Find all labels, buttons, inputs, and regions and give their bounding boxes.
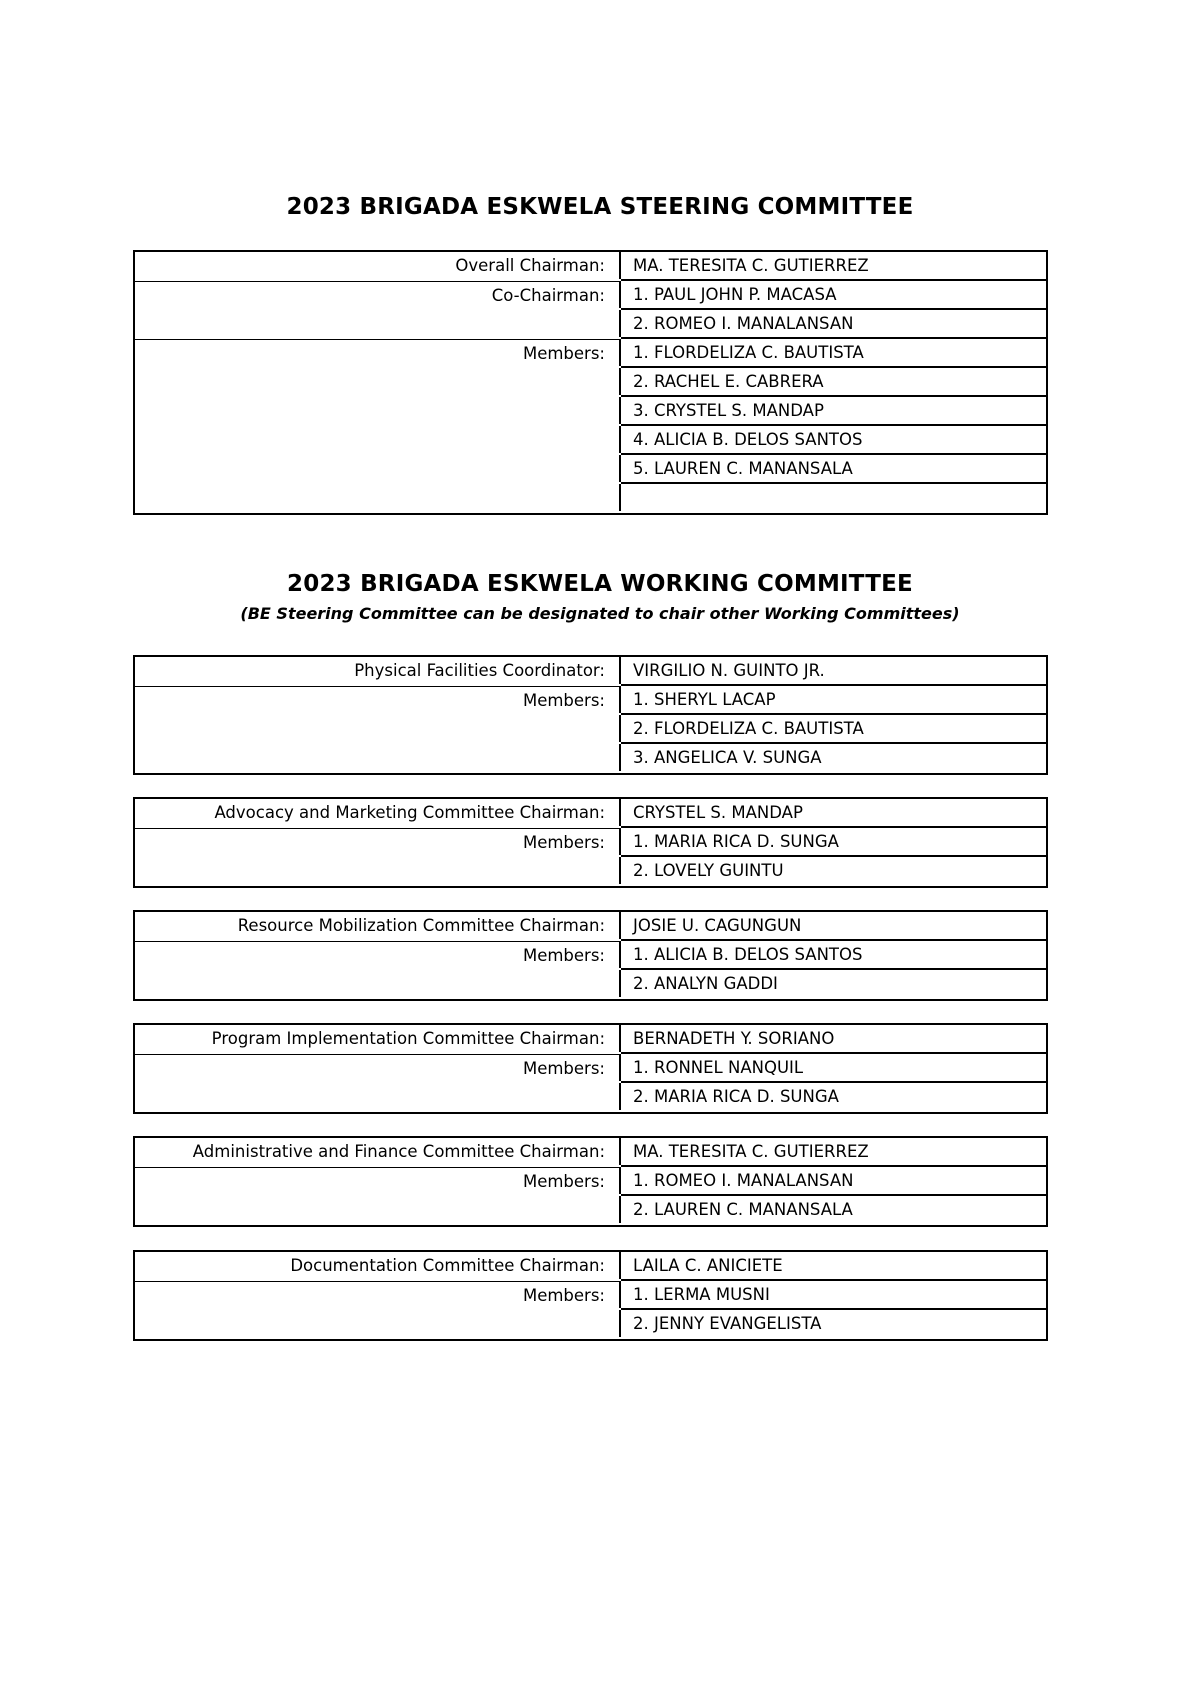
table-row: [135, 912, 1046, 941]
chair-value: VIRGILIO N. GUINTO JR.: [621, 657, 1046, 686]
empty-label-cell: [135, 744, 621, 771]
member-value: 3. ANGELICA V. SUNGA: [633, 748, 822, 767]
table-row: [135, 1025, 1046, 1054]
members-label: Members:: [135, 1167, 621, 1194]
chair-label: Administrative and Finance Committee Chairman:: [135, 1138, 621, 1165]
physical-facilities-table: [133, 655, 1048, 775]
program-implementation-table: [133, 1023, 1048, 1114]
table-row: [135, 368, 1046, 397]
table-row: [135, 1138, 1046, 1167]
table-row: [135, 252, 1046, 281]
empty-label-cell: [135, 1083, 621, 1110]
advocacy-marketing-table: [133, 797, 1048, 888]
co-chairman-value: 2. ROMEO I. MANALANSAN: [621, 310, 1046, 339]
chair-value: BERNADETH Y. SORIANO: [621, 1025, 1046, 1054]
overall-chairman-value: MA. TERESITA C. GUTIERREZ: [621, 252, 1046, 281]
chair-value: LAILA C. ANICIETE: [621, 1252, 1046, 1281]
empty-label-cell: [135, 970, 621, 997]
table-row: [135, 1281, 1046, 1310]
member-value: 1. MARIA RICA D. SUNGA: [621, 828, 1046, 857]
empty-label-cell: [135, 1310, 621, 1337]
documentation-table: [133, 1250, 1048, 1341]
chair-value: JOSIE U. CAGUNGUN: [621, 912, 1046, 941]
table-row: [135, 744, 1046, 773]
chair-label: Program Implementation Committee Chairman:: [135, 1025, 621, 1052]
table-row: [135, 1310, 1046, 1339]
member-value: 2. ANALYN GADDI: [633, 974, 778, 993]
co-chairman-label: Co-Chairman:: [135, 281, 621, 308]
table-row: [135, 1083, 1046, 1112]
chair-label: Advocacy and Marketing Committee Chairman:: [135, 799, 621, 826]
empty-label-cell: [135, 857, 621, 884]
table-row: [135, 715, 1046, 744]
empty-label-cell: [135, 310, 621, 337]
members-label: Members:: [135, 941, 621, 968]
member-value: 2. MARIA RICA D. SUNGA: [633, 1087, 839, 1106]
chair-label: Documentation Committee Chairman:: [135, 1252, 621, 1279]
empty-label-cell: [135, 1196, 621, 1223]
member-value: 1. SHERYL LACAP: [621, 686, 1046, 715]
member-value: 2. LOVELY GUINTU: [633, 861, 784, 880]
members-label: Members:: [135, 339, 621, 366]
empty-label-cell: [135, 455, 621, 482]
chair-label: Resource Mobilization Committee Chairman:: [135, 912, 621, 939]
member-value: 1. RONNEL NANQUIL: [621, 1054, 1046, 1083]
empty-label-cell: [135, 368, 621, 395]
table-row: [135, 281, 1046, 310]
table-row: [135, 657, 1046, 686]
table-row: [135, 339, 1046, 368]
member-value: 1. ALICIA B. DELOS SANTOS: [621, 941, 1046, 970]
steering-committee-table: [133, 250, 1048, 515]
chair-value: CRYSTEL S. MANDAP: [621, 799, 1046, 828]
working-subtitle: (BE Steering Committee can be designated to chair other Working Committees): [240, 604, 960, 623]
empty-label-cell: [135, 397, 621, 424]
table-row: [135, 397, 1046, 426]
table-row: [135, 310, 1046, 339]
administrative-finance-table: [133, 1136, 1048, 1227]
members-label: Members:: [135, 686, 621, 713]
resource-mobilization-table: [133, 910, 1048, 1001]
member-value: 2. JENNY EVANGELISTA: [633, 1314, 822, 1333]
table-row: [135, 426, 1046, 455]
co-chairman-value: 1. PAUL JOHN P. MACASA: [621, 281, 1046, 310]
table-row: [135, 484, 1046, 513]
chair-value: MA. TERESITA C. GUTIERREZ: [621, 1138, 1046, 1167]
member-value: 2. RACHEL E. CABRERA: [621, 368, 1046, 397]
table-row: [135, 1196, 1046, 1225]
member-value: 1. ROMEO I. MANALANSAN: [621, 1167, 1046, 1196]
member-value: 3. CRYSTEL S. MANDAP: [621, 397, 1046, 426]
working-title: 2023 BRIGADA ESKWELA WORKING COMMITTEE: [287, 571, 913, 597]
steering-title: 2023 BRIGADA ESKWELA STEERING COMMITTEE: [286, 194, 914, 220]
chair-label: Physical Facilities Coordinator:: [135, 657, 621, 684]
member-value: 2. LAUREN C. MANANSALA: [633, 1200, 853, 1219]
overall-chairman-label: Overall Chairman:: [135, 252, 621, 279]
table-row: [135, 686, 1046, 715]
table-row: [135, 1252, 1046, 1281]
member-value: 2. FLORDELIZA C. BAUTISTA: [621, 715, 1046, 744]
members-label: Members:: [135, 1054, 621, 1081]
table-row: [135, 455, 1046, 484]
table-row: [135, 799, 1046, 828]
table-row: [135, 941, 1046, 970]
empty-label-cell: [135, 426, 621, 453]
member-value: 1. FLORDELIZA C. BAUTISTA: [621, 339, 1046, 368]
empty-label-cell: [135, 715, 621, 742]
member-value: 1. LERMA MUSNI: [621, 1281, 1046, 1310]
table-row: [135, 857, 1046, 886]
members-label: Members:: [135, 828, 621, 855]
table-row: [135, 1054, 1046, 1083]
member-value: 4. ALICIA B. DELOS SANTOS: [621, 426, 1046, 455]
empty-value-cell: [621, 484, 1046, 513]
table-row: [135, 828, 1046, 857]
empty-label-cell: [135, 484, 621, 511]
table-row: [135, 1167, 1046, 1196]
member-value: 5. LAUREN C. MANANSALA: [621, 455, 1046, 484]
table-row: [135, 970, 1046, 999]
members-label: Members:: [135, 1281, 621, 1308]
